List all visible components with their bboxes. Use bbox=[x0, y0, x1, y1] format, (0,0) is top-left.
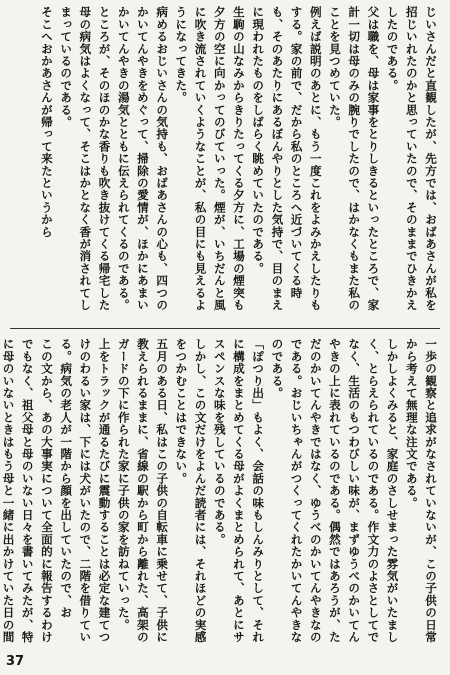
lower-paragraph: しかし、この文だけをよんだ読者には、それほどの実感をつかむことはできない。 bbox=[174, 338, 208, 643]
lower-paragraph: この文から、あの大事実について全面的に報告するわけでもなく、祖父母と母のいない日々を書いてみたが、特に母のいないときはもう母と一緒に出かけていた日の間 bbox=[1, 338, 54, 643]
upper-paragraph: じいさんだと直観したが、先方では、おばあさんが私を招じいれたのかと思っていたので、そのままでひきかえしたのである。 bbox=[385, 6, 438, 311]
tier-divider bbox=[10, 328, 440, 329]
lower-paragraph: 「ぽつり出」もよく、会話の味もしんみりとして、それに構成をまとめてくる母がよくまとめられて、あとにサスペンスな味を残しているのである。 bbox=[212, 338, 266, 643]
lower-text-block bbox=[1, 338, 440, 644]
upper-paragraph: 生駒の山なみからきりたってくる夕方に、工場の煙突も夕方の空に向かってのびていった。煙が、いちだんと風に吹き流されていくようなことが、私の目にも見えるようになってきた。 bbox=[174, 6, 246, 311]
upper-paragraph: 例えば説明のあとに、もう一度これをよみかえしたりもする。家の前で、だから私のところへ近づいてくる時も、そのあたりにあるぼんやりとした気持で、目のまえに現われたものをしばらく眺めていたのである。 bbox=[251, 6, 323, 311]
upper-text-block bbox=[10, 6, 440, 322]
lower-paragraph: 一歩の観察と追求がなされていないが、この子供の日常から考えて無理な注文である。 bbox=[404, 338, 438, 643]
lower-paragraph: しかしよくみると、家庭のさしせまった雰気がいたましく、とらえられているのである。作文力のよさとしてでなく、生活のもつわびしい味が、まずゆうべのかいてんやきの上に表れているのである。偶然ではあろうが、ただのかいてんやきではなく、ゆうべのかいてんやきなのである。おじいちゃんがつくってくれたかいてんやきなのである。 bbox=[270, 338, 400, 643]
upper-paragraph: ところが、そのほのかな香りも吹き抜けてくる帰宅した母の病気はよくなって、そこはかとなく香が消されてしまっているのである。 bbox=[59, 6, 112, 311]
upper-paragraph: 病めるおじいさんの気持も、おばあさんの心も、四つのかいてんやきをめぐって、掃除の愛情が、ほかにあまいかいてんやきの湯気とともに伝えられてくるのである。 bbox=[116, 6, 170, 311]
page-number: 37 bbox=[6, 654, 25, 669]
lower-paragraph: 五月のある日、私はこの子供の自転車に乗せて、子供に教えられるままに、省線の駅から町から離れた、高架のガードの下に作られた家に子供の家を訪ねていった。 bbox=[116, 338, 170, 643]
lower-paragraph: 上をトラックが通るたびに震動することは必定な建てつけのわるい家は、下には犬がいたので、二階を借りている。病気の老人が一階から顔を出していたので、お bbox=[59, 338, 112, 643]
upper-paragraph: そこへおかあさんが帰って来たというから bbox=[39, 6, 54, 238]
upper-paragraph: 父は職を、母は家事をとりしきるといったところで、家計一切は母のみの腕りでしたので、はかなくもまた私のことを見つめていた。 bbox=[327, 6, 381, 311]
